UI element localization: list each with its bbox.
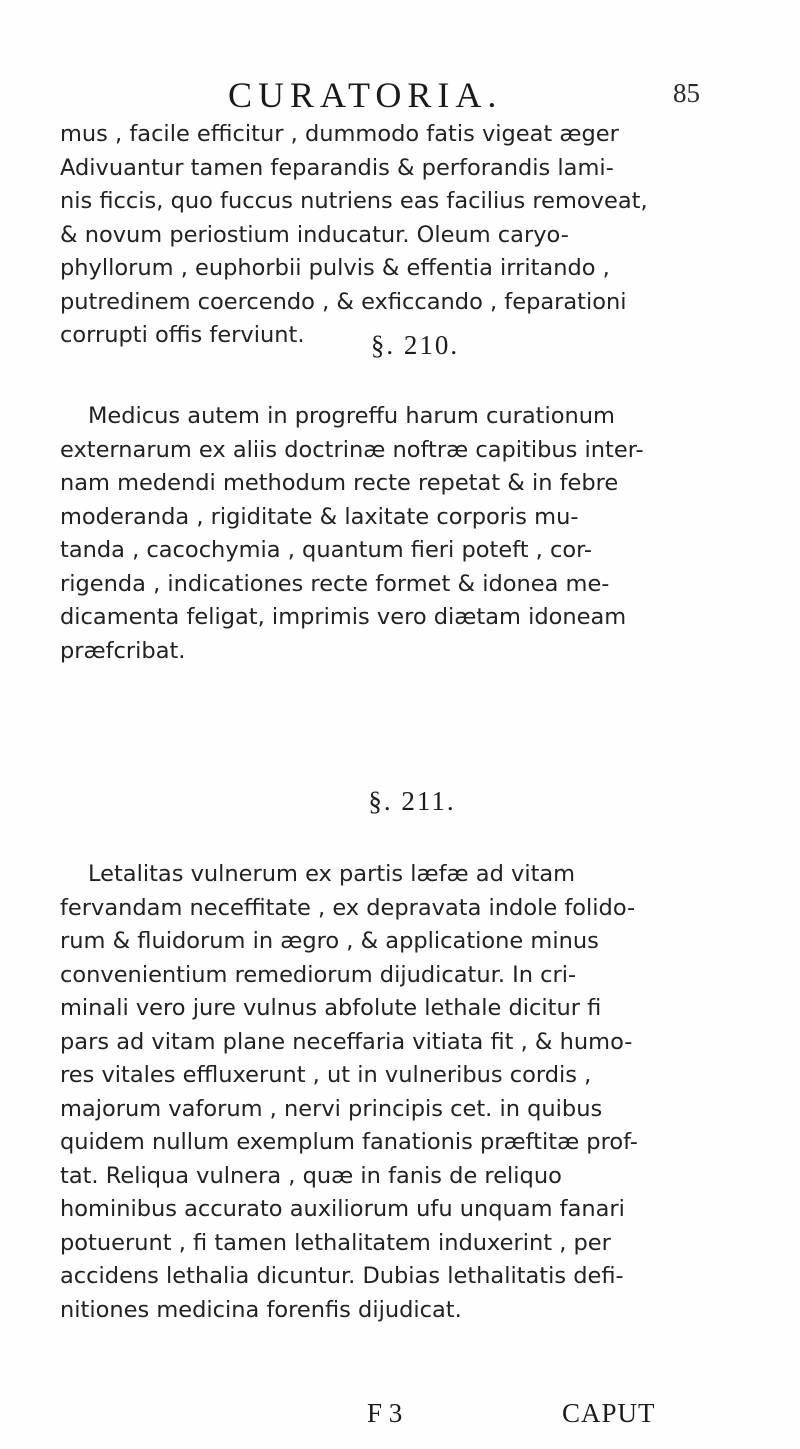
paragraph-continuation	[60, 118, 720, 353]
paragraph-section-210	[60, 400, 720, 668]
text-line: hominibus accurato auxiliorum ufu unquam fanari	[60, 1196, 625, 1222]
text-line: rum & fluidorum in ægro , & applicatione minus	[60, 928, 599, 954]
catchword: CAPUT	[562, 1398, 656, 1428]
section-heading-210: §. 210.	[370, 330, 460, 360]
text-line: convenientium remediorum dijudicatur. In cri-	[60, 961, 577, 988]
text-line: nitiones medicina forenfis dijudicat.	[60, 1296, 462, 1323]
text-line: quidem nullum exemplum fanationis præftitæ prof-	[60, 1129, 638, 1155]
text-line: fervandam neceffitate , ex depravata indole folido-	[60, 894, 636, 921]
running-title: CURATORIA.	[228, 75, 503, 115]
page-number: 85	[673, 78, 700, 108]
section-heading-211: §. 211.	[368, 786, 456, 816]
text-line: minali vero jure vulnus abfolute lethale dicitur fi	[60, 995, 602, 1021]
text-line: Letalitas vulnerum ex partis læfæ ad vitam	[88, 861, 576, 887]
text-line: putredinem coercendo , & exficcando , feparationi	[60, 288, 627, 315]
text-line: Medicus autem in progreffu harum curationum	[88, 403, 615, 429]
text-line: rigenda , indicationes recte formet & idonea me-	[60, 570, 610, 597]
text-line: dicamenta feligat, imprimis vero diætam idoneam	[60, 604, 627, 630]
text-line: mus , facile efficitur , dummodo fatis vigeat æger	[60, 121, 619, 147]
paragraph-section-211	[60, 858, 720, 1327]
text-line: accidens lethalia dicuntur. Dubias lethalitatis defi-	[60, 1263, 624, 1289]
text-line: Adivuantur tamen feparandis & perforandis lami-	[60, 154, 614, 181]
text-line: pars ad vitam plane neceffaria vitiata fit , & humo-	[60, 1028, 633, 1055]
text-line: res vitales effluxerunt , ut in vulneribus cordis ,	[60, 1062, 592, 1088]
text-line: potuerunt , fi tamen lethalitatem induxerint , per	[60, 1229, 611, 1256]
running-head	[200, 74, 700, 124]
text-line: tat. Reliqua vulnera , quæ in fanis de reliquo	[60, 1162, 562, 1189]
text-line: nis ficcis, quo fuccus nutriens eas facilius removeat,	[60, 188, 648, 214]
text-line: nam medendi methodum recte repetat & in febre	[60, 470, 619, 496]
text-line: majorum vaforum , nervi principis cet. in quibus	[60, 1095, 603, 1122]
text-line: corrupti offis ferviunt.	[60, 322, 305, 348]
text-line: phyllorum , euphorbii pulvis & effentia irritando ,	[60, 255, 610, 281]
text-line: & novum periostium inducatur. Oleum caryo-	[60, 221, 569, 248]
text-line: externarum ex aliis doctrinæ noftræ capitibus inter-	[60, 436, 644, 463]
text-line: moderanda , rigiditate & laxitate corporis mu-	[60, 503, 579, 530]
text-line: præfcribat.	[60, 637, 186, 664]
signature-mark: F 3	[367, 1398, 403, 1428]
text-line: tanda , cacochymia , quantum fieri poteft , cor-	[60, 537, 593, 563]
